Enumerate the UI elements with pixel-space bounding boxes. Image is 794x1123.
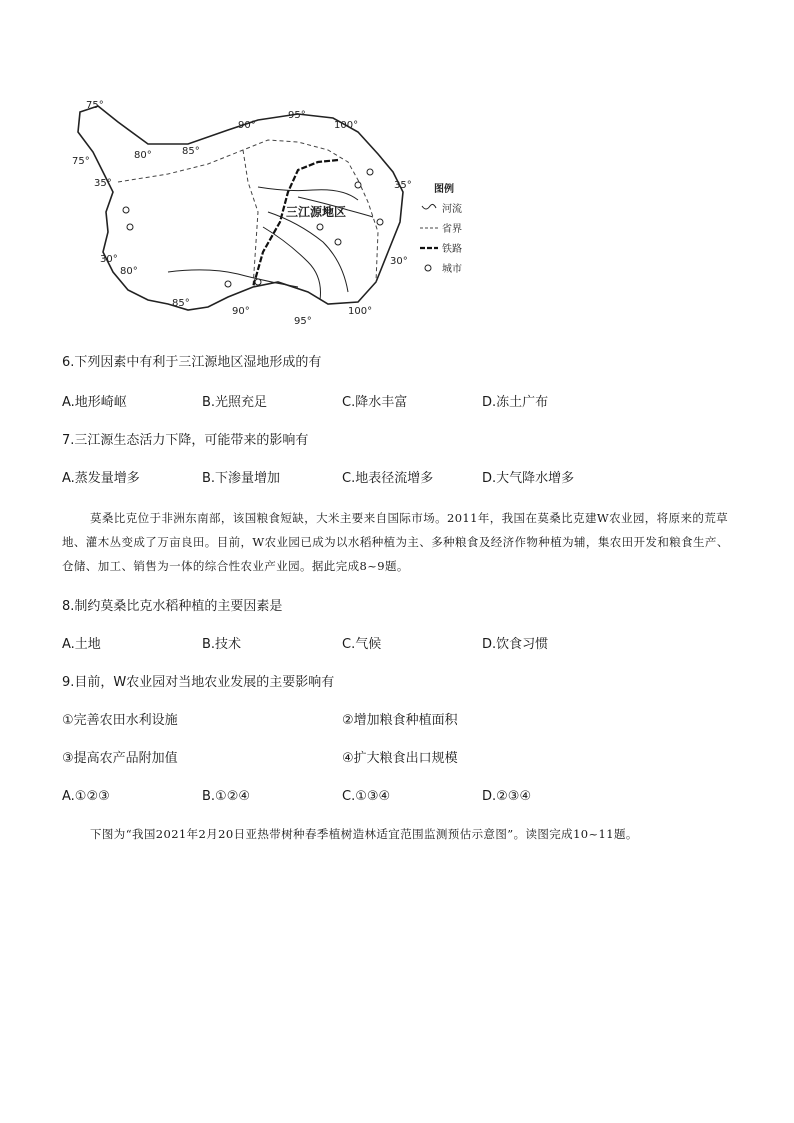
question-6-option-a[interactable]: A.地形崎岖 [62, 395, 127, 410]
lon-label: 90° [232, 306, 250, 317]
question-7-option-b[interactable]: B.下渗量增加 [202, 471, 281, 486]
passage-mozambique: 莫桑比克位于非洲东南部，该国粮食短缺，大米主要来自国际市场。2011年，我国在莫桑比克建W农业园，将原来的荒草地、灌木丛变成了万亩良田。目前，W农业园已成为以水稻种植为主、多种粮食及经济作物种植为辅，集农田开发和粮食生产、仓储、加工、销售为一体的综合性农业产业园。据此完成8~9题。 [62, 511, 729, 573]
question-6-option-c[interactable]: C.降水丰富 [342, 395, 408, 410]
passage-subtropical-trees: 下图为“我国2021年2月20日亚热带树种春季植树造林适宜范围监测预估示意图”。读图完成10~11题。 [90, 827, 638, 841]
question-9-item-1: ①完善农田水利设施 [62, 713, 178, 728]
lat-label: 30° [100, 254, 118, 265]
lon-label: 85° [172, 298, 190, 309]
lon-label: 80° [120, 266, 138, 277]
question-9-item-2: ②增加粮食种植面积 [342, 713, 458, 728]
city-markers [123, 169, 383, 287]
lon-label: 90° [238, 120, 256, 131]
legend-item: 河流 [442, 204, 462, 215]
question-6-option-d[interactable]: D.冻土广布 [482, 395, 549, 410]
legend-item: 城市 [442, 264, 462, 275]
question-9-option-b[interactable]: B.①②④ [202, 789, 251, 804]
question-7-option-d[interactable]: D.大气降水增多 [482, 471, 575, 486]
lon-label: 95° [294, 316, 312, 327]
legend-item: 铁路 [442, 244, 462, 255]
question-9-item-4: ④扩大粮食出口规模 [342, 751, 458, 766]
river-legend-icon [422, 204, 436, 209]
question-7-option-c[interactable]: C.地表径流增多 [342, 471, 434, 486]
map-legend [420, 182, 462, 275]
lat-label: 35° [94, 178, 112, 189]
city-legend-icon [425, 265, 431, 271]
lon-label: 95° [288, 110, 306, 121]
question-9-stem: 9.目前，W农业园对当地农业发展的主要影响有 [62, 675, 335, 690]
legend-item: 省界 [442, 224, 462, 235]
question-6-option-b[interactable]: B.光照充足 [202, 395, 268, 410]
lon-label: 100° [348, 306, 373, 317]
lat-label: 30° [390, 256, 408, 267]
question-9-option-d[interactable]: D.②③④ [482, 789, 532, 804]
lon-label: 75° [86, 100, 104, 111]
question-8-stem: 8.制约莫桑比克水稻种植的主要因素是 [62, 599, 283, 614]
lon-label: 100° [334, 120, 359, 131]
qinghai-tibet-map [58, 92, 478, 332]
question-7-stem: 7.三江源生态活力下降，可能带来的影响有 [62, 433, 309, 448]
lon-label: 80° [134, 150, 152, 161]
lon-label: 75° [72, 156, 90, 167]
question-9-item-3: ③提高农产品附加值 [62, 751, 178, 766]
question-9-option-c[interactable]: C.①③④ [342, 789, 391, 804]
question-8-option-c[interactable]: C.气候 [342, 637, 382, 652]
question-8-option-a[interactable]: A.土地 [62, 637, 101, 652]
region-label: 三江源地区 [286, 205, 347, 219]
question-8-option-b[interactable]: B.技术 [202, 637, 242, 652]
question-8-option-d[interactable]: D.饮食习惯 [482, 637, 549, 652]
question-7-option-a[interactable]: A.蒸发量增多 [62, 471, 140, 486]
question-9-option-a[interactable]: A.①②③ [62, 789, 110, 804]
lat-label: 35° [394, 180, 412, 191]
lon-label: 85° [182, 146, 200, 157]
question-6-stem: 6.下列因素中有利于三江源地区湿地形成的有 [62, 355, 322, 370]
legend-title: 图例 [434, 184, 454, 195]
